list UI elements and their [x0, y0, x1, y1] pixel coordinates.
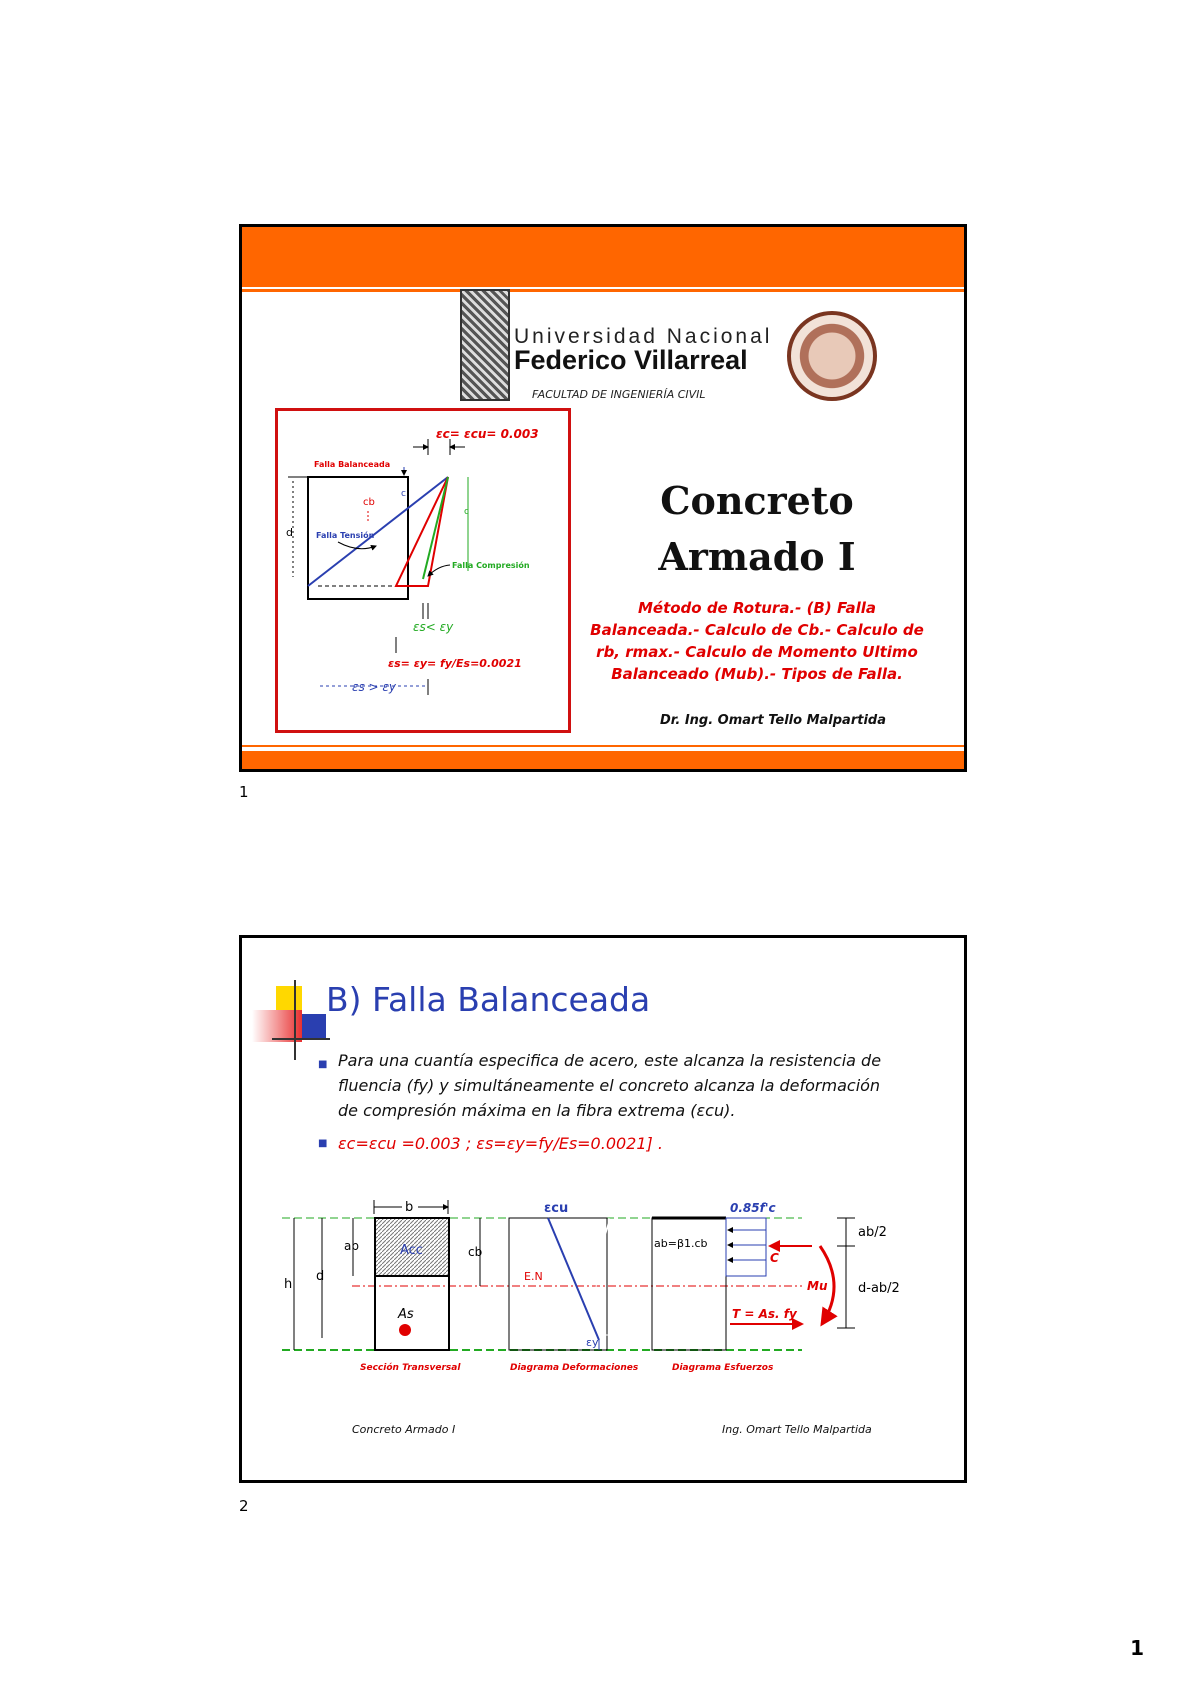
orange-footer-bar: [242, 751, 964, 769]
page-number: 1: [1130, 1636, 1144, 1660]
es-gt-ey-label: εs > εy: [352, 680, 397, 694]
c-right-label: c: [464, 507, 469, 517]
d-ab2-label: d-ab/2: [858, 1281, 900, 1296]
failure-diagram: [278, 411, 568, 730]
d-label: d: [316, 1269, 325, 1284]
cb-label: cb: [468, 1245, 483, 1259]
university-name-line2: Federico Villarreal: [514, 345, 748, 375]
caption-stress: Diagrama Esfuerzos: [672, 1363, 774, 1373]
acc-label: Acc: [400, 1243, 423, 1258]
ab2-label: ab/2: [858, 1225, 887, 1240]
falla-tension-label: Falla Tensión: [316, 531, 375, 540]
section-diagram: [242, 1200, 964, 1410]
es-lt-ey-label: εs< εy: [413, 620, 454, 634]
c-force-label: C: [770, 1251, 779, 1265]
slide-2: [239, 935, 967, 1483]
bullet-text-2: [318, 1134, 663, 1153]
bullet-2-text: εc=εcu =0.003 ; εs=εy=fy/Es=0.0021] .: [338, 1134, 663, 1153]
ab-beta-label: ab=β1.cb: [654, 1237, 708, 1250]
es-eq-label: εs= εy= fy/Es=0.0021: [388, 657, 522, 670]
caption-strain: Diagrama Deformaciones: [510, 1363, 639, 1373]
bullet-1-text: Para una cuantía especifica de acero, este alcanza la resistencia de fluencia (fy) y simultáneamente el concreto alcanza la deformación de compresión máxima en la fibra extrema (εcu).: [338, 1051, 882, 1120]
slide-title: [622, 473, 892, 585]
orange-header-bar: [242, 227, 964, 287]
ey-label: εy: [586, 1336, 599, 1349]
t-force-label: T = As. fy: [732, 1307, 797, 1321]
decor-blue-square: [300, 1014, 326, 1040]
slide-subtitle: Método de Rotura.- (B) Falla Balanceada.- Calculo de Cb.- Calculo de rb, rmax.- Calculo de Momento Ultimo Balanceado (Mub).- Tipos de Falla.: [590, 599, 924, 683]
bullet-marker-icon: ■: [318, 1059, 328, 1070]
bullet-marker-icon: ■: [318, 1138, 328, 1149]
university-name-line1: Universidad Nacional: [514, 325, 773, 348]
b-label: b: [405, 1200, 414, 1215]
title-line2: Armado I: [658, 534, 856, 579]
falla-compresion-label: Falla Compresión: [452, 561, 530, 570]
slide-1: [239, 224, 967, 772]
orange-footer-line: [242, 745, 964, 747]
mu-label: Mu: [807, 1279, 828, 1293]
faculty-label: FACULTAD DE INGENIERÍA CIVIL: [532, 388, 706, 401]
ab-label: ab: [344, 1239, 359, 1253]
cb-label: cb: [363, 497, 375, 508]
slide-2-number: 2: [239, 1497, 249, 1515]
en-label: E.N: [524, 1270, 543, 1283]
faculty-seal-logo: [787, 311, 877, 401]
orange-header-line: [242, 289, 964, 292]
author-name: Dr. Ing. Omart Tello Malpartida: [660, 713, 886, 728]
h-label: h: [284, 1277, 293, 1292]
ecu-label: εcu: [544, 1201, 569, 1216]
d-label: d: [286, 526, 293, 539]
c-left-label: c: [401, 489, 406, 499]
decor-h-line: [272, 1038, 330, 1040]
bullet-text-1: [318, 1048, 898, 1123]
caption-cross-section: Sección Transversal: [360, 1363, 461, 1373]
falla-balanceada-label: Falla Balanceada: [314, 460, 391, 469]
footer-left: Concreto Armado I: [352, 1423, 456, 1436]
eps-top-label: εc= εcu= 0.003: [436, 427, 539, 441]
slide-1-number: 1: [239, 783, 249, 801]
failure-diagram-frame: [275, 408, 571, 733]
title-line1: Concreto: [660, 478, 854, 523]
as-label: As: [398, 1307, 414, 1322]
decor-v-line: [294, 980, 296, 1060]
university-crest-logo: [460, 289, 510, 401]
slide-title: B) Falla Balanceada: [326, 980, 651, 1019]
f085-label: 0.85f'c: [730, 1201, 776, 1215]
footer-right: Ing. Omart Tello Malpartida: [722, 1423, 872, 1436]
